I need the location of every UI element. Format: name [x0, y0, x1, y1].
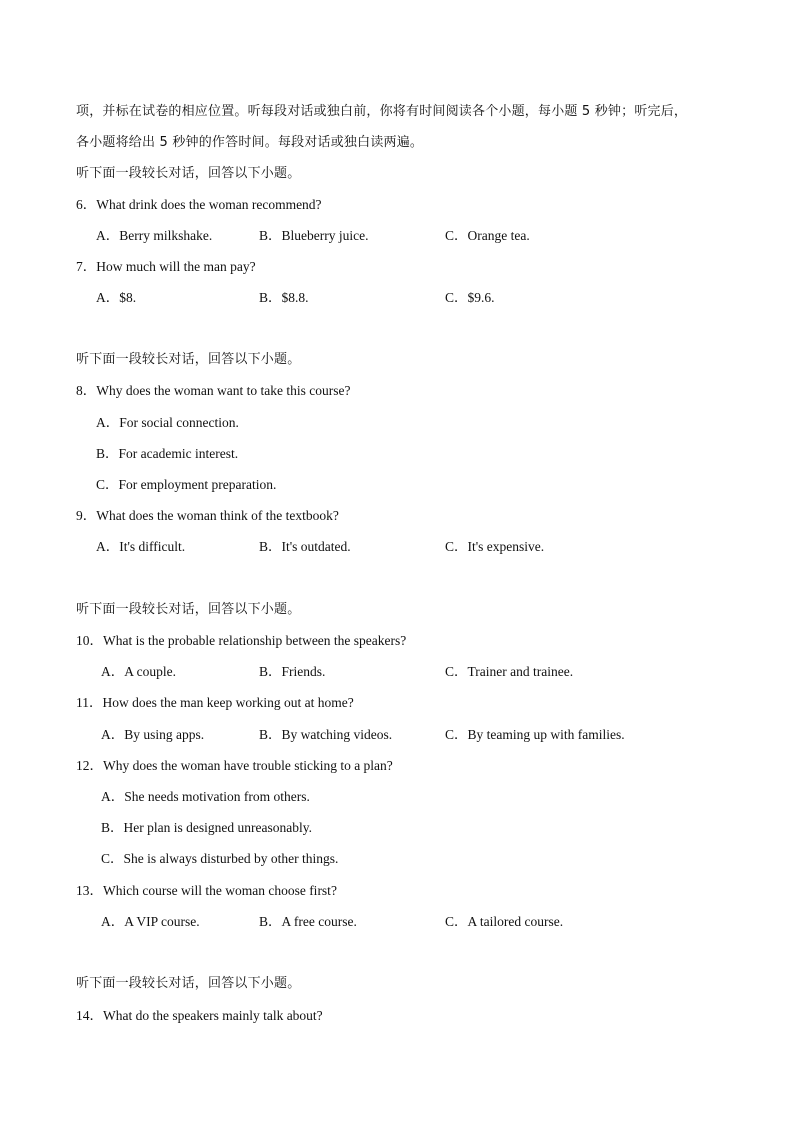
section-1-instruction: 听下面一段较长对话，回答以下小题。 [76, 166, 301, 181]
question-12-stem: 12．Why does the woman have trouble sticking to a plan? [76, 758, 393, 773]
section-3-instruction: 听下面一段较长对话，回答以下小题。 [76, 602, 301, 617]
section-2-instruction: 听下面一段较长对话，回答以下小题。 [76, 352, 301, 367]
question-10-option-b: B．Friends. [259, 664, 326, 679]
question-10-stem: 10．What is the probable relationship between the speakers? [76, 633, 407, 648]
question-11-option-a: A．By using apps. [101, 727, 205, 742]
question-8-stem: 8．Why does the woman want to take this course? [76, 383, 351, 398]
question-12-option-a: A．She needs motivation from others. [101, 789, 310, 804]
question-11-option-b: B．By watching videos. [259, 727, 393, 742]
question-7-option-c: C．$9.6. [445, 290, 495, 305]
question-12-option-b: B．Her plan is designed unreasonably. [101, 820, 312, 835]
intro-line-2: 各小题将给出 5 秒钟的作答时间。每段对话或独白读两遍。 [76, 135, 424, 150]
question-13-option-a: A．A VIP course. [101, 914, 200, 929]
question-11-option-c: C．By teaming up with families. [445, 727, 625, 742]
question-7-stem: 7．How much will the man pay? [76, 259, 256, 274]
question-9-stem: 9．What does the woman think of the textbook? [76, 508, 339, 523]
intro-line-1: 项，并标在试卷的相应位置。听每段对话或独白前，你将有时间阅读各个小题，每小题 5 秒钟；听完后， [76, 104, 688, 119]
question-6-option-a: A．Berry milkshake. [96, 228, 213, 243]
question-11-stem: 11．How does the man keep working out at home? [76, 695, 354, 710]
question-9-option-a: A．It's difficult. [96, 539, 186, 554]
question-10-option-a: A．A couple. [101, 664, 176, 679]
question-6-option-b: B．Blueberry juice. [259, 228, 369, 243]
question-8-option-a: A．For social connection. [96, 415, 239, 430]
question-6-stem: 6．What drink does the woman recommend? [76, 197, 322, 212]
question-10-option-c: C．Trainer and trainee. [445, 664, 574, 679]
question-8-option-c: C．For employment preparation. [96, 477, 277, 492]
question-7-option-b: B．$8.8. [259, 290, 309, 305]
section-4-instruction: 听下面一段较长对话，回答以下小题。 [76, 976, 301, 991]
question-9-option-c: C．It's expensive. [445, 539, 545, 554]
question-8-option-b: B．For academic interest. [96, 446, 239, 461]
question-7-option-a: A．$8. [96, 290, 137, 305]
question-13-stem: 13．Which course will the woman choose first? [76, 883, 337, 898]
question-9-option-b: B．It's outdated. [259, 539, 351, 554]
question-12-option-c: C．She is always disturbed by other things. [101, 851, 339, 866]
question-6-option-c: C．Orange tea. [445, 228, 530, 243]
question-14-stem: 14．What do the speakers mainly talk about? [76, 1008, 323, 1023]
question-13-option-c: C．A tailored course. [445, 914, 564, 929]
question-13-option-b: B．A free course. [259, 914, 357, 929]
